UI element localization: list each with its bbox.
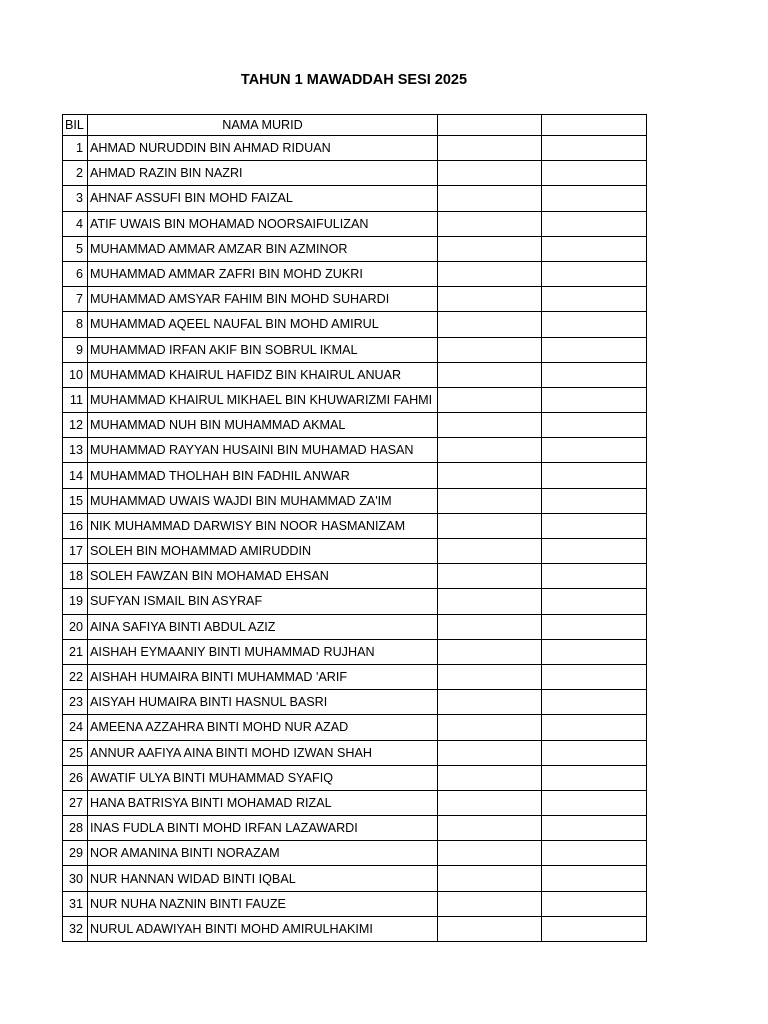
table-row [63, 513, 647, 538]
student-name-cell [88, 211, 438, 236]
student-name: AISHAH EYMAANIY BINTI MUHAMMAD RUJHAN [90, 644, 375, 659]
blank-cell-1 [438, 513, 542, 538]
table-row [63, 740, 647, 765]
row-number: 23 [63, 690, 88, 715]
table-row [63, 161, 647, 186]
blank-cell-2 [542, 337, 647, 362]
student-name: AHMAD RAZIN BIN NAZRI [90, 166, 243, 181]
blank-cell-2 [542, 816, 647, 841]
row-number: 24 [63, 715, 88, 740]
row-number: 7 [63, 287, 88, 312]
blank-cell-1 [438, 891, 542, 916]
student-name: AISHAH HUMAIRA BINTI MUHAMMAD 'ARIF [90, 670, 348, 685]
row-number: 20 [63, 614, 88, 639]
student-name-cell [88, 740, 438, 765]
blank-cell-2 [542, 765, 647, 790]
blank-cell-2 [542, 564, 647, 589]
student-name-cell [88, 312, 438, 337]
blank-cell-1 [438, 866, 542, 891]
header-blank-column-1 [438, 115, 542, 136]
student-name: MUHAMMAD RAYYAN HUSAINI BIN MUHAMAD HASAN [90, 443, 414, 458]
blank-cell-2 [542, 513, 647, 538]
table-row [63, 488, 647, 513]
blank-cell-1 [438, 211, 542, 236]
table-row [63, 362, 647, 387]
blank-cell-2 [542, 866, 647, 891]
header-bil: BIL [63, 115, 88, 136]
student-name: ANNUR AAFIYA AINA BINTI MOHD IZWAN SHAH [90, 745, 372, 760]
student-name-cell [88, 589, 438, 614]
row-number: 3 [63, 186, 88, 211]
student-name-cell [88, 614, 438, 639]
student-name: MUHAMMAD NUH BIN MUHAMMAD AKMAL [90, 418, 346, 433]
student-name: AMEENA AZZAHRA BINTI MOHD NUR AZAD [90, 720, 349, 735]
blank-cell-1 [438, 463, 542, 488]
blank-cell-2 [542, 438, 647, 463]
student-name: NUR HANNAN WIDAD BINTI IQBAL [90, 871, 296, 886]
student-name: NUR NUHA NAZNIN BINTI FAUZE [90, 896, 286, 911]
blank-cell-1 [438, 539, 542, 564]
table-row [63, 589, 647, 614]
blank-cell-2 [542, 236, 647, 261]
row-number: 30 [63, 866, 88, 891]
student-name-cell [88, 916, 438, 941]
row-number: 27 [63, 790, 88, 815]
blank-cell-2 [542, 916, 647, 941]
row-number: 13 [63, 438, 88, 463]
student-name-cell [88, 337, 438, 362]
table-row [63, 816, 647, 841]
blank-cell-2 [542, 589, 647, 614]
blank-cell-1 [438, 765, 542, 790]
row-number: 10 [63, 362, 88, 387]
blank-cell-2 [542, 614, 647, 639]
table-row [63, 261, 647, 286]
row-number: 19 [63, 589, 88, 614]
student-name: AHNAF ASSUFI BIN MOHD FAIZAL [90, 191, 293, 206]
blank-cell-2 [542, 639, 647, 664]
row-number: 18 [63, 564, 88, 589]
row-number: 28 [63, 816, 88, 841]
row-number: 12 [63, 413, 88, 438]
row-number: 16 [63, 513, 88, 538]
row-number: 21 [63, 639, 88, 664]
blank-cell-1 [438, 715, 542, 740]
student-name-cell [88, 715, 438, 740]
student-name: NIK MUHAMMAD DARWISY BIN NOOR HASMANIZAM [90, 518, 406, 533]
student-name-cell [88, 413, 438, 438]
blank-cell-2 [542, 287, 647, 312]
blank-cell-1 [438, 664, 542, 689]
student-name-cell [88, 690, 438, 715]
blank-cell-2 [542, 387, 647, 412]
student-name: MUHAMMAD AMMAR AMZAR BIN AZMINOR [90, 241, 348, 256]
header-nama-murid: NAMA MURID [88, 115, 438, 136]
blank-cell-2 [542, 161, 647, 186]
student-name-cell [88, 236, 438, 261]
student-name-cell [88, 261, 438, 286]
blank-cell-1 [438, 614, 542, 639]
student-name: SUFYAN ISMAIL BIN ASYRAF [90, 594, 263, 609]
table-row [63, 715, 647, 740]
student-name: MUHAMMAD KHAIRUL MIKHAEL BIN KHUWARIZMI FAHMI [90, 392, 433, 407]
row-number: 5 [63, 236, 88, 261]
blank-cell-1 [438, 287, 542, 312]
table-row [63, 287, 647, 312]
student-name-cell [88, 488, 438, 513]
student-name: MUHAMMAD AMSYAR FAHIM BIN MOHD SUHARDI [90, 292, 390, 307]
table-row [63, 664, 647, 689]
student-name: HANA BATRISYA BINTI MOHAMAD RIZAL [90, 795, 332, 810]
student-name: INAS FUDLA BINTI MOHD IRFAN LAZAWARDI [90, 821, 358, 836]
student-name: SOLEH BIN MOHAMMAD AMIRUDDIN [90, 544, 312, 559]
blank-cell-1 [438, 136, 542, 161]
student-name-cell [88, 513, 438, 538]
student-name: MUHAMMAD KHAIRUL HAFIDZ BIN KHAIRUL ANUAR [90, 367, 402, 382]
blank-cell-1 [438, 564, 542, 589]
student-name-cell [88, 287, 438, 312]
table-row [63, 690, 647, 715]
student-name-cell [88, 765, 438, 790]
row-number: 11 [63, 387, 88, 412]
student-name-cell [88, 639, 438, 664]
blank-cell-1 [438, 186, 542, 211]
student-name: AINA SAFIYA BINTI ABDUL AZIZ [90, 619, 276, 634]
row-number: 15 [63, 488, 88, 513]
student-name-cell [88, 891, 438, 916]
row-number: 17 [63, 539, 88, 564]
student-name-cell [88, 539, 438, 564]
blank-cell-2 [542, 891, 647, 916]
table-row [63, 186, 647, 211]
student-name-cell [88, 438, 438, 463]
student-name-cell [88, 866, 438, 891]
blank-cell-1 [438, 690, 542, 715]
row-number: 31 [63, 891, 88, 916]
row-number: 29 [63, 841, 88, 866]
blank-cell-1 [438, 438, 542, 463]
student-name: MUHAMMAD AQEEL NAUFAL BIN MOHD AMIRUL [90, 317, 379, 332]
student-name: NOR AMANINA BINTI NORAZAM [90, 846, 280, 861]
table-row [63, 413, 647, 438]
blank-cell-2 [542, 463, 647, 488]
row-number: 2 [63, 161, 88, 186]
row-number: 8 [63, 312, 88, 337]
blank-cell-1 [438, 740, 542, 765]
student-name-cell [88, 664, 438, 689]
student-name: AHMAD NURUDDIN BIN AHMAD RIDUAN [90, 141, 331, 156]
header-blank-column-2 [542, 115, 647, 136]
blank-cell-1 [438, 236, 542, 261]
blank-cell-2 [542, 186, 647, 211]
blank-cell-1 [438, 387, 542, 412]
table-row [63, 916, 647, 941]
student-name-cell [88, 841, 438, 866]
table-row [63, 639, 647, 664]
blank-cell-2 [542, 261, 647, 286]
blank-cell-2 [542, 664, 647, 689]
student-name: NURUL ADAWIYAH BINTI MOHD AMIRULHAKIMI [90, 921, 373, 936]
blank-cell-2 [542, 790, 647, 815]
blank-cell-1 [438, 312, 542, 337]
student-name: ATIF UWAIS BIN MOHAMAD NOORSAIFULIZAN [90, 216, 369, 231]
row-number: 9 [63, 337, 88, 362]
blank-cell-2 [542, 362, 647, 387]
table-row [63, 891, 647, 916]
row-number: 14 [63, 463, 88, 488]
table-row [63, 387, 647, 412]
blank-cell-2 [542, 488, 647, 513]
student-name-cell [88, 387, 438, 412]
document-title: TAHUN 1 MAWADDAH SESI 2025 [240, 72, 468, 88]
student-name: SOLEH FAWZAN BIN MOHAMAD EHSAN [90, 569, 329, 584]
student-name-cell [88, 136, 438, 161]
blank-cell-1 [438, 816, 542, 841]
blank-cell-2 [542, 136, 647, 161]
table-row [63, 841, 647, 866]
student-name: AWATIF ULYA BINTI MUHAMMAD SYAFIQ [90, 770, 334, 785]
row-number: 32 [63, 916, 88, 941]
table-row [63, 136, 647, 161]
student-name-cell [88, 161, 438, 186]
table-row [63, 438, 647, 463]
blank-cell-2 [542, 211, 647, 236]
student-name-cell [88, 790, 438, 815]
blank-cell-1 [438, 362, 542, 387]
blank-cell-1 [438, 337, 542, 362]
table-row [63, 337, 647, 362]
row-number: 25 [63, 740, 88, 765]
student-name-cell [88, 186, 438, 211]
blank-cell-2 [542, 690, 647, 715]
blank-cell-2 [542, 715, 647, 740]
blank-cell-2 [542, 740, 647, 765]
blank-cell-1 [438, 413, 542, 438]
table-row [63, 614, 647, 639]
blank-cell-1 [438, 589, 542, 614]
student-name: MUHAMMAD THOLHAH BIN FADHIL ANWAR [90, 468, 350, 483]
student-name-cell [88, 564, 438, 589]
table-row [63, 539, 647, 564]
blank-cell-2 [542, 312, 647, 337]
header-row [63, 115, 647, 136]
table-row [63, 312, 647, 337]
table-row [63, 765, 647, 790]
table-row [63, 236, 647, 261]
student-name-cell [88, 362, 438, 387]
blank-cell-1 [438, 790, 542, 815]
table-row [63, 463, 647, 488]
blank-cell-2 [542, 413, 647, 438]
blank-cell-1 [438, 639, 542, 664]
student-name-cell [88, 816, 438, 841]
row-number: 26 [63, 765, 88, 790]
blank-cell-1 [438, 916, 542, 941]
table-row [63, 866, 647, 891]
blank-cell-1 [438, 161, 542, 186]
row-number: 22 [63, 664, 88, 689]
table-row [63, 790, 647, 815]
student-list-table [62, 114, 647, 942]
table-row [63, 211, 647, 236]
blank-cell-1 [438, 261, 542, 286]
blank-cell-1 [438, 488, 542, 513]
student-name: AISYAH HUMAIRA BINTI HASNUL BASRI [90, 695, 328, 710]
row-number: 6 [63, 261, 88, 286]
row-number: 1 [63, 136, 88, 161]
blank-cell-2 [542, 539, 647, 564]
student-name: MUHAMMAD AMMAR ZAFRI BIN MOHD ZUKRI [90, 267, 363, 282]
blank-cell-2 [542, 841, 647, 866]
student-name-cell [88, 463, 438, 488]
blank-cell-1 [438, 841, 542, 866]
table-row [63, 564, 647, 589]
student-name: MUHAMMAD UWAIS WAJDI BIN MUHAMMAD ZA'IM [90, 493, 392, 508]
row-number: 4 [63, 211, 88, 236]
student-name: MUHAMMAD IRFAN AKIF BIN SOBRUL IKMAL [90, 342, 358, 357]
